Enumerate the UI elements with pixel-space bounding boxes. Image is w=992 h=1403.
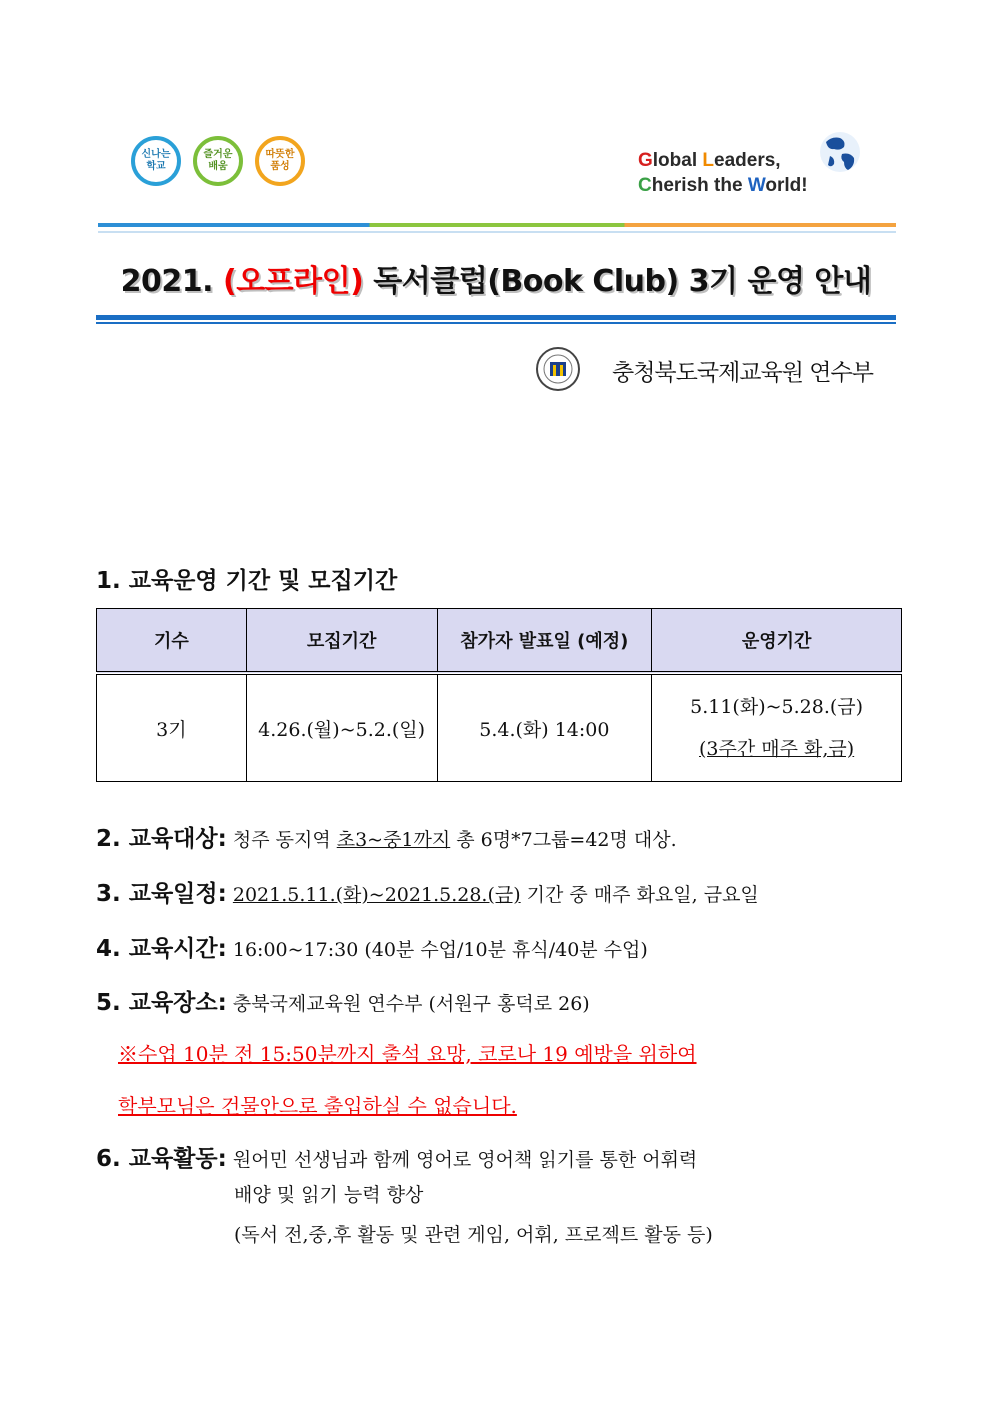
notice-line-1: ※수업 10분 전 15:50분까지 출석 요망, 코로나 19 예방을 위하여 bbox=[118, 1042, 697, 1066]
title-underline-thin bbox=[96, 322, 896, 324]
cell-operation-period bbox=[652, 673, 902, 782]
header-cohort: 기수 bbox=[97, 609, 247, 674]
institute-seal-icon bbox=[535, 346, 581, 392]
section-5-location bbox=[96, 984, 590, 1017]
cell-announcement-date: 5.4.(화) 14:00 bbox=[437, 673, 652, 782]
section-4-time bbox=[96, 930, 648, 963]
title-prefix: 2021. bbox=[120, 264, 223, 299]
header-operation-period: 운영기간 bbox=[652, 609, 902, 674]
section-4-text: 16:00~17:30 (40분 수업/10분 휴식/40분 수업) bbox=[226, 939, 648, 961]
section-1-heading: 1. 교육운영 기간 및 모집기간 bbox=[96, 568, 398, 594]
title-rest: 독서클럽(Book Club) 3기 운영 안내 bbox=[363, 264, 872, 299]
slogan-letter-g: G bbox=[638, 150, 653, 171]
slogan-letter-c: C bbox=[638, 175, 652, 196]
slogan-letter-l: L bbox=[702, 150, 715, 171]
section-2-text-post: 총 6명*7그룹=42명 대상. bbox=[450, 829, 677, 851]
badge-character-label: 따뜻한 품성 bbox=[265, 149, 295, 172]
cell-cohort: 3기 bbox=[97, 673, 247, 782]
badge-school-label: 신나는 학교 bbox=[141, 149, 171, 172]
section-6-label: 6. 교육활동: bbox=[96, 1146, 227, 1172]
section-6-line-3: (독서 전,중,후 활동 및 관련 게임, 어휘, 프로젝트 활동 등) bbox=[234, 1224, 713, 1246]
slogan bbox=[638, 148, 808, 198]
header-announcement-date: 참가자 발표일 (예정) bbox=[437, 609, 652, 674]
section-2-label: 2. 교육대상: bbox=[96, 826, 227, 852]
title-highlight: (오프라인) bbox=[222, 264, 364, 299]
slogan-letter-w: W bbox=[747, 175, 766, 196]
organization-name: 충청북도국제교육원 연수부 bbox=[612, 360, 873, 386]
header-divider-top bbox=[98, 223, 896, 227]
slogan-word-herish: herish the bbox=[651, 175, 748, 196]
badge-learning-label: 즐거운 배움 bbox=[203, 149, 233, 172]
table-row bbox=[97, 673, 902, 782]
globe-icon bbox=[800, 128, 864, 178]
section-2-grade-range: 초3~중1까지 bbox=[336, 829, 451, 851]
section-6-line-1: 원어민 선생님과 함께 영어로 영어책 읽기를 통한 어휘력 bbox=[226, 1149, 698, 1171]
header-divider-thin bbox=[98, 231, 896, 233]
notice-line-2: 학부모님은 건물안으로 출입하실 수 없습니다. bbox=[118, 1094, 517, 1118]
operation-period-frequency: (3주간 매주 화,금) bbox=[699, 738, 855, 760]
section-2-target bbox=[96, 820, 677, 853]
slogan-word-eaders: eaders, bbox=[714, 150, 781, 171]
badge-school bbox=[131, 136, 181, 186]
operation-period-dates: 5.11(화)~5.28.(금) bbox=[690, 696, 864, 718]
section-5-label: 5. 교육장소: bbox=[96, 990, 227, 1016]
section-3-schedule bbox=[96, 875, 759, 908]
cell-recruit-period: 4.26.(월)~5.2.(일) bbox=[246, 673, 437, 782]
title-underline-thick bbox=[96, 315, 896, 320]
section-6-line-2: 배양 및 읽기 능력 향상 bbox=[234, 1184, 424, 1206]
section-4-label: 4. 교육시간: bbox=[96, 936, 227, 962]
section-3-date-range: 2021.5.11.(화)~2021.5.28.(금) bbox=[232, 884, 521, 906]
table-header-row bbox=[97, 609, 902, 674]
section-2-text-pre: 청주 동지역 bbox=[226, 829, 337, 851]
slogan-word-lobal: lobal bbox=[652, 150, 703, 171]
slogan-line-1 bbox=[638, 148, 808, 173]
section-3-text-post: 기간 중 매주 화요일, 금요일 bbox=[520, 884, 759, 906]
schedule-table bbox=[96, 608, 902, 782]
slogan-line-2 bbox=[638, 173, 808, 198]
badge-character bbox=[255, 136, 305, 186]
header-recruit-period: 모집기간 bbox=[246, 609, 437, 674]
badge-learning bbox=[193, 136, 243, 186]
page-title bbox=[0, 256, 992, 300]
section-3-label: 3. 교육일정: bbox=[96, 881, 227, 907]
section-6-activities bbox=[96, 1140, 697, 1173]
section-5-text: 충북국제교육원 연수부 (서원구 홍덕로 26) bbox=[226, 993, 590, 1015]
slogan-word-orld: orld! bbox=[765, 175, 808, 196]
